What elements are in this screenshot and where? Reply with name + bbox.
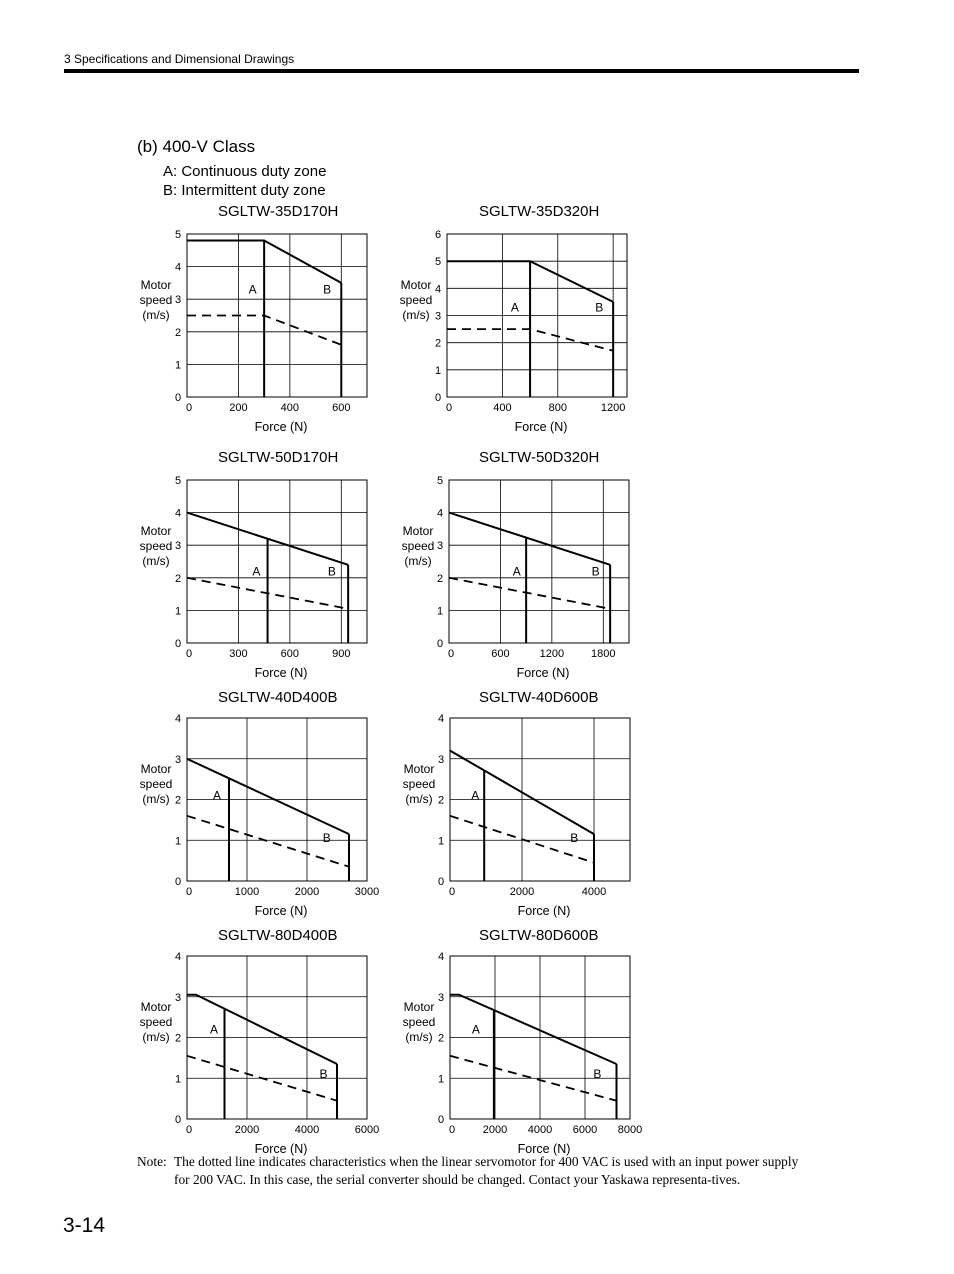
x-tick-label: 3000 bbox=[354, 886, 380, 898]
chart-title: SGLTW-40D600B bbox=[479, 689, 599, 706]
y-tick-label: 3 bbox=[174, 540, 182, 553]
y-tick-label: 0 bbox=[174, 1114, 182, 1126]
chart-title: SGLTW-80D400B bbox=[218, 927, 338, 944]
x-tick-label: 600 bbox=[491, 648, 510, 660]
y-tick-label: 3 bbox=[174, 294, 182, 307]
x-tick-label: 2000 bbox=[294, 886, 320, 898]
zone-a-label: A bbox=[248, 282, 257, 297]
x-tick-label: 4000 bbox=[527, 1124, 553, 1136]
x-tick-label: 400 bbox=[493, 402, 512, 414]
series-solid-line bbox=[187, 759, 349, 834]
x-tick-label: 0 bbox=[185, 648, 193, 660]
zone-b-label: B bbox=[593, 1067, 602, 1082]
y-axis-label-line3: (m/s) bbox=[405, 1030, 433, 1044]
zone-a-label: A bbox=[212, 788, 222, 803]
zone-b-label: B bbox=[591, 564, 600, 579]
y-tick-label: 2 bbox=[437, 1032, 445, 1045]
x-tick-label: 600 bbox=[280, 648, 300, 660]
x-axis-label: Force (N) bbox=[254, 420, 308, 434]
x-tick-label: 600 bbox=[332, 402, 351, 414]
chart-title: SGLTW-40D400B bbox=[218, 689, 338, 706]
x-tick-label: 0 bbox=[448, 886, 456, 898]
y-tick-label: 0 bbox=[174, 392, 182, 404]
x-tick-label: 0 bbox=[448, 1124, 456, 1136]
x-tick-label: 300 bbox=[229, 648, 248, 660]
y-tick-label: 2 bbox=[174, 1032, 182, 1045]
x-axis-label: Force (N) bbox=[517, 904, 571, 918]
y-tick-label: 0 bbox=[437, 876, 445, 888]
y-tick-label: 1 bbox=[174, 605, 182, 618]
zone-a-label: A bbox=[512, 564, 521, 579]
y-axis-label-line2: speed bbox=[402, 777, 436, 791]
y-tick-label: 2 bbox=[174, 794, 182, 807]
x-axis-label: Force (N) bbox=[517, 1142, 571, 1156]
x-axis-label: Force (N) bbox=[254, 1142, 308, 1156]
x-tick-label: 2000 bbox=[482, 1124, 508, 1136]
y-tick-label: 0 bbox=[434, 392, 442, 404]
y-tick-label: 2 bbox=[436, 572, 444, 585]
y-tick-label: 3 bbox=[437, 753, 445, 766]
y-tick-label: 0 bbox=[174, 876, 182, 888]
y-tick-label: 0 bbox=[436, 638, 444, 650]
note-text: The dotted line indicates characteristics when the linear servomotor for 400 VAC is used with an input power supply for 200 VAC. In this case, the serial converter should be changed. Contact your Yaskawa representa-tives. bbox=[174, 1154, 799, 1187]
y-tick-label: 1 bbox=[174, 359, 182, 372]
x-tick-label: 400 bbox=[280, 402, 300, 414]
y-tick-label: 2 bbox=[437, 794, 445, 807]
x-tick-label: 0 bbox=[185, 886, 193, 898]
y-axis-label-line2: speed bbox=[139, 777, 173, 791]
zone-a-label: A bbox=[471, 1022, 480, 1037]
zone-b-label: B bbox=[595, 300, 604, 315]
x-axis-label: Force (N) bbox=[254, 666, 308, 680]
y-tick-label: 1 bbox=[174, 835, 182, 848]
y-axis-label-line1: Motor bbox=[140, 1000, 172, 1014]
x-tick-label: 6000 bbox=[572, 1124, 598, 1136]
y-tick-label: 1 bbox=[437, 1073, 445, 1086]
x-axis-label: Force (N) bbox=[516, 666, 570, 680]
section-title: (b) 400-V Class bbox=[137, 137, 256, 156]
x-tick-label: 0 bbox=[185, 402, 193, 414]
series-dashed-line bbox=[449, 578, 610, 609]
x-tick-label: 2000 bbox=[234, 1124, 260, 1136]
x-tick-label: 1200 bbox=[539, 648, 565, 660]
y-axis-label-line1: Motor bbox=[140, 278, 172, 292]
y-axis-label-line2: speed bbox=[399, 293, 433, 307]
x-tick-label: 4000 bbox=[581, 886, 607, 898]
note-label: Note: bbox=[137, 1154, 167, 1169]
plot-frame bbox=[187, 234, 367, 397]
x-tick-label: 1200 bbox=[600, 402, 626, 414]
zone-b-label: B bbox=[327, 564, 336, 579]
y-tick-label: 5 bbox=[436, 475, 444, 487]
y-tick-label: 5 bbox=[174, 229, 182, 241]
y-axis-label-line3: (m/s) bbox=[404, 554, 432, 568]
y-axis-label-line2: speed bbox=[139, 539, 173, 553]
x-tick-label: 1800 bbox=[591, 648, 616, 660]
chart-title: SGLTW-50D320H bbox=[479, 449, 600, 466]
y-axis-label-line1: Motor bbox=[403, 1000, 435, 1014]
x-tick-label: 1000 bbox=[234, 886, 260, 898]
y-axis-label-line3: (m/s) bbox=[405, 792, 433, 806]
zone-b-label: B bbox=[319, 1067, 328, 1082]
y-axis-label-line3: (m/s) bbox=[142, 1030, 170, 1044]
y-tick-label: 4 bbox=[434, 283, 442, 296]
x-tick-label: 200 bbox=[229, 402, 248, 414]
y-axis-label-line1: Motor bbox=[140, 762, 172, 776]
y-tick-label: 1 bbox=[434, 364, 442, 377]
zone-a-label: A bbox=[252, 564, 261, 579]
y-tick-label: 0 bbox=[174, 638, 182, 650]
y-axis-label-line3: (m/s) bbox=[142, 554, 170, 568]
y-tick-label: 2 bbox=[174, 572, 182, 585]
x-tick-label: 0 bbox=[185, 1124, 193, 1136]
y-tick-label: 4 bbox=[437, 951, 445, 963]
y-axis-label-line1: Motor bbox=[140, 524, 172, 538]
y-tick-label: 4 bbox=[437, 713, 445, 725]
y-axis-label-line2: speed bbox=[401, 539, 435, 553]
y-tick-label: 5 bbox=[174, 475, 182, 487]
y-tick-label: 4 bbox=[174, 951, 182, 963]
y-axis-label-line2: speed bbox=[139, 293, 173, 307]
x-tick-label: 900 bbox=[332, 648, 351, 660]
x-tick-label: 6000 bbox=[354, 1124, 380, 1136]
y-tick-label: 6 bbox=[434, 229, 442, 241]
x-tick-label: 0 bbox=[447, 648, 455, 660]
y-axis-label-line1: Motor bbox=[400, 278, 432, 292]
chart-title: SGLTW-35D320H bbox=[479, 203, 600, 220]
y-axis-label-line1: Motor bbox=[402, 524, 434, 538]
y-tick-label: 2 bbox=[434, 337, 442, 350]
section-header: 3 Specifications and Dimensional Drawings bbox=[64, 52, 295, 66]
y-tick-label: 5 bbox=[434, 256, 442, 269]
y-tick-label: 4 bbox=[174, 507, 182, 520]
x-axis-label: Force (N) bbox=[514, 420, 568, 434]
y-tick-label: 4 bbox=[174, 713, 182, 725]
y-tick-label: 4 bbox=[436, 507, 444, 520]
zone-a-label: A bbox=[510, 300, 519, 315]
zone-a-label: A bbox=[209, 1022, 219, 1037]
zone-b-label: B bbox=[323, 282, 332, 297]
x-tick-label: 2000 bbox=[509, 886, 535, 898]
chart-title: SGLTW-35D170H bbox=[218, 203, 339, 220]
y-tick-label: 3 bbox=[174, 753, 182, 766]
y-tick-label: 0 bbox=[437, 1114, 445, 1126]
y-axis-label-line3: (m/s) bbox=[402, 308, 430, 322]
y-axis-label-line2: speed bbox=[139, 1015, 173, 1029]
zone-b-label: B bbox=[570, 831, 579, 846]
x-tick-label: 4000 bbox=[294, 1124, 320, 1136]
x-tick-label: 800 bbox=[548, 402, 567, 414]
chart-title: SGLTW-80D600B bbox=[479, 927, 599, 944]
y-tick-label: 1 bbox=[174, 1073, 182, 1086]
x-axis-label: Force (N) bbox=[254, 904, 308, 918]
y-axis-label-line3: (m/s) bbox=[142, 792, 170, 806]
page-number: 3-14 bbox=[63, 1214, 106, 1237]
x-tick-label: 0 bbox=[445, 402, 453, 414]
legend-intermittent-zone: B: Intermittent duty zone bbox=[163, 182, 326, 199]
series-solid-line bbox=[449, 513, 610, 565]
y-axis-label-line3: (m/s) bbox=[142, 308, 170, 322]
y-tick-label: 4 bbox=[174, 261, 182, 274]
legend-continuous-zone: A: Continuous duty zone bbox=[163, 163, 327, 180]
y-tick-label: 1 bbox=[437, 835, 445, 848]
zone-b-label: B bbox=[322, 831, 331, 846]
y-tick-label: 1 bbox=[436, 605, 444, 618]
x-tick-label: 8000 bbox=[617, 1124, 643, 1136]
chart-title: SGLTW-50D170H bbox=[218, 449, 339, 466]
y-tick-label: 3 bbox=[174, 991, 182, 1004]
y-tick-label: 3 bbox=[436, 540, 444, 553]
zone-a-label: A bbox=[471, 788, 480, 803]
y-axis-label-line1: Motor bbox=[403, 762, 435, 776]
y-axis-label-line2: speed bbox=[402, 1015, 436, 1029]
y-tick-label: 3 bbox=[437, 991, 445, 1004]
y-tick-label: 3 bbox=[434, 310, 442, 323]
y-tick-label: 2 bbox=[174, 326, 182, 339]
